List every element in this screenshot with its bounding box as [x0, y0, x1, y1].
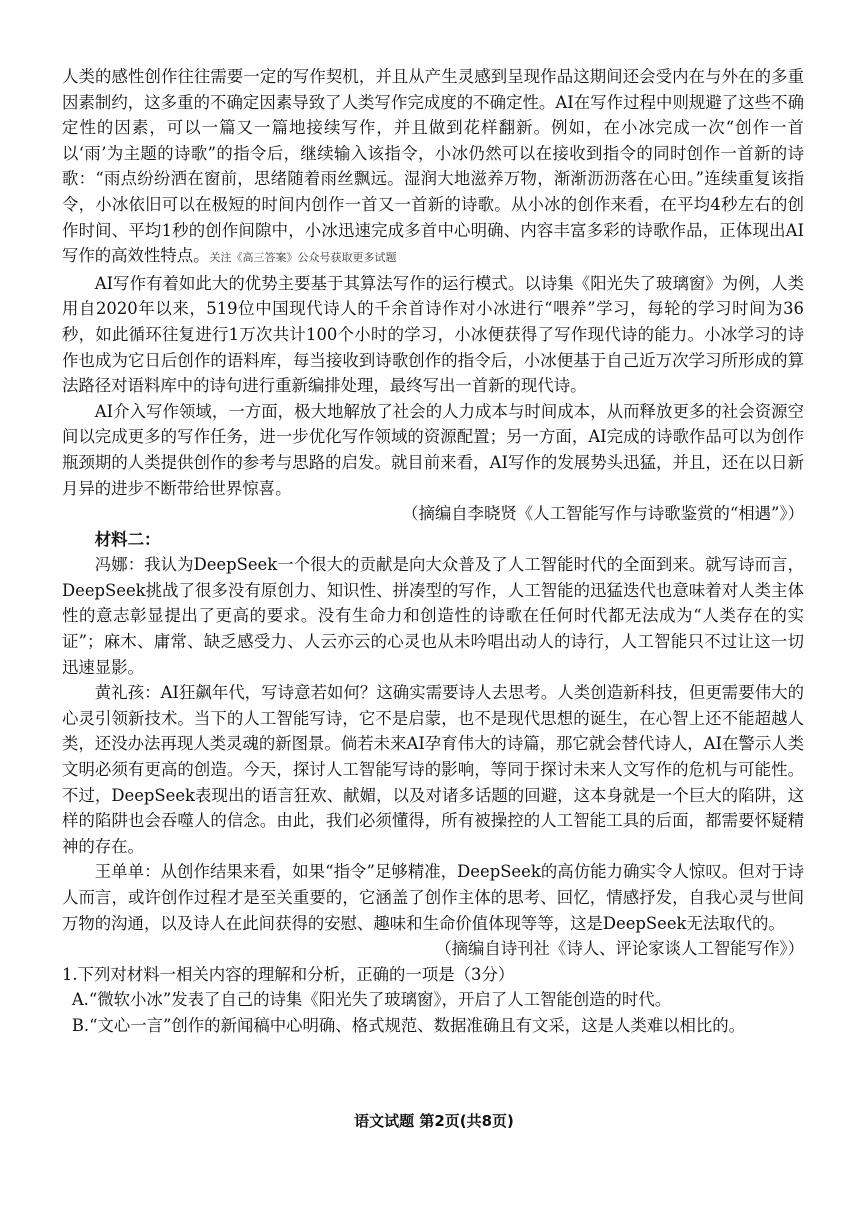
question-1-option-b: B.“文心一言”创作的新闻稿中心明确、格式规范、数据准确且有文采，这是人类难以相比的。 [71, 1015, 746, 1035]
material1-paragraph-1 [62, 64, 804, 271]
material2-source: （摘编自诗刊社《诗人、评论家谈人工智能写作》） [435, 939, 804, 959]
material1-paragraph-3: AI介入写作领域，一方面，极大地解放了社会的人力成本与时间成本，从而释放更多的社会资源空间以完成更多的写作任务，进一步优化写作领域的资源配置；另一方面，AI完成的诗歌作品可以为创作瓶颈期的人类提供创作的参考与思路的启发。就目前来看，AI写作的发展势头迅猛，并且，还在以日新月异的进步不断带给世界惊喜。 [62, 401, 804, 498]
material2-paragraph-fengna: 冯娜：我认为DeepSeek一个很大的贡献是向大众普及了人工智能时代的全面到来。就写诗而言，DeepSeek挑战了很多没有原创力、知识性、拼凑型的写作，人工智能的迅猛迭代也意味着对人类主体性的意志彰显提出了更高的要求。没有生命力和创造性的诗歌在任何时代都无法成为“人类存在的实证”；麻木、庸常、缺乏感受力、人云亦云的心灵也从未吟唱出动人的诗行，人工智能只不过让这一切迅速显影。 [62, 555, 804, 677]
material2-paragraph-wangdandan: 王单单：从创作结果来看，如果“指令”足够精准，DeepSeek的高仿能力确实令人惊叹。但对于诗人而言，或许创作过程才是至关重要的，它涵盖了创作主体的思考、回忆，情感抒发，自我心灵与世间万物的沟通，以及诗人在此间获得的安慰、趣味和生命价值体现等等，这是DeepSeek无法取代的。 [62, 862, 804, 933]
question-1-option-a: A.“微软小冰”发表了自己的诗集《阳光失了玻璃窗》，开启了人工智能创造的时代。 [71, 990, 672, 1010]
exam-page [62, 64, 804, 1039]
material2-heading: 材料二： [94, 529, 161, 549]
material1-source: （摘编自李晓贤《人工智能写作与诗歌鉴赏的“相遇”》） [402, 504, 804, 524]
material1-paragraph-2: AI写作有着如此大的优势主要基于其算法写作的运行模式。以诗集《阳光失了玻璃窗》为例，人类用自2020年以来，519位中国现代诗人的千余首诗作对小冰进行“喂养”学习，每轮的学习时间为36秒，如此循环往复进行1万次共计100个小时的学习，小冰便获得了写作现代诗的能力。小冰学习的诗作也成为它日后创作的语料库，每当接收到诗歌创作的指令后，小冰便基于自己近万次学习所形成的算法路径对语料库中的诗句进行重新编排处理，最终写出一首新的现代诗。 [62, 273, 804, 396]
material2-paragraph-huanglihai: 黄礼孩：AI狂飙年代，写诗意若如何？这确实需要诗人去思考。人类创造新科技，但更需要伟大的心灵引领新技术。当下的人工智能写诗，它不是启蒙，也不是现代思想的诞生，在心智上还不能超越人类，还没办法再现人类灵魂的新图景。倘若未来AI孕育伟大的诗篇，那它就会替代诗人，AI在警示人类文明必须有更高的创造。今天，探讨人工智能写诗的影响，等同于探讨未来人文写作的危机与可能性。不过，DeepSeek表现出的语言狂欢、献媚，以及对诸多话题的回避，这本身就是一个巨大的陷阱，这样的陷阱也会吞噬人的信念。由此，我们必须懂得，所有被操控的人工智能工具的后面，都需要怀疑精神的存在。 [62, 683, 804, 856]
paragraph-text: 人类的感性创作往往需要一定的写作契机，并且从产生灵感到呈现作品这期间还会受内在与外在的多重因素制约，这多重的不确定因素导致了人类写作完成度的不确定性。AI在写作过程中则规避了这些不确定性的因素，可以一篇又一篇地接续写作，并且做到花样翻新。例如，在小冰完成一次“创作一首以‘雨’为主题的诗歌”的指令后，继续输入该指令，小冰仍然可以在接收到指令的同时创作一首新的诗歌：“雨点纷纷洒在窗前，思绪随着雨丝飘远。湿润大地滋养万物，渐渐沥沥落在心田。”连续重复该指令，小冰依旧可以在极短的时间内创作一首又一首新的诗歌。从小冰的创作来看，在平均4秒左右的创作时间、平均1秒的创作间隙中，小冰迅速完成多首中心明确、内容丰富多彩的诗歌作品，正体现出AI写作的高效性特点。 [62, 67, 804, 266]
question-1-stem: 1.下列对材料一相关内容的理解和分析，正确的一项是（3分） [62, 964, 515, 984]
watermark-text: 关注《高三答案》公众号获取更多试题 [209, 251, 397, 265]
page-footer: 语文试题 第2页(共8页) [354, 1112, 514, 1130]
